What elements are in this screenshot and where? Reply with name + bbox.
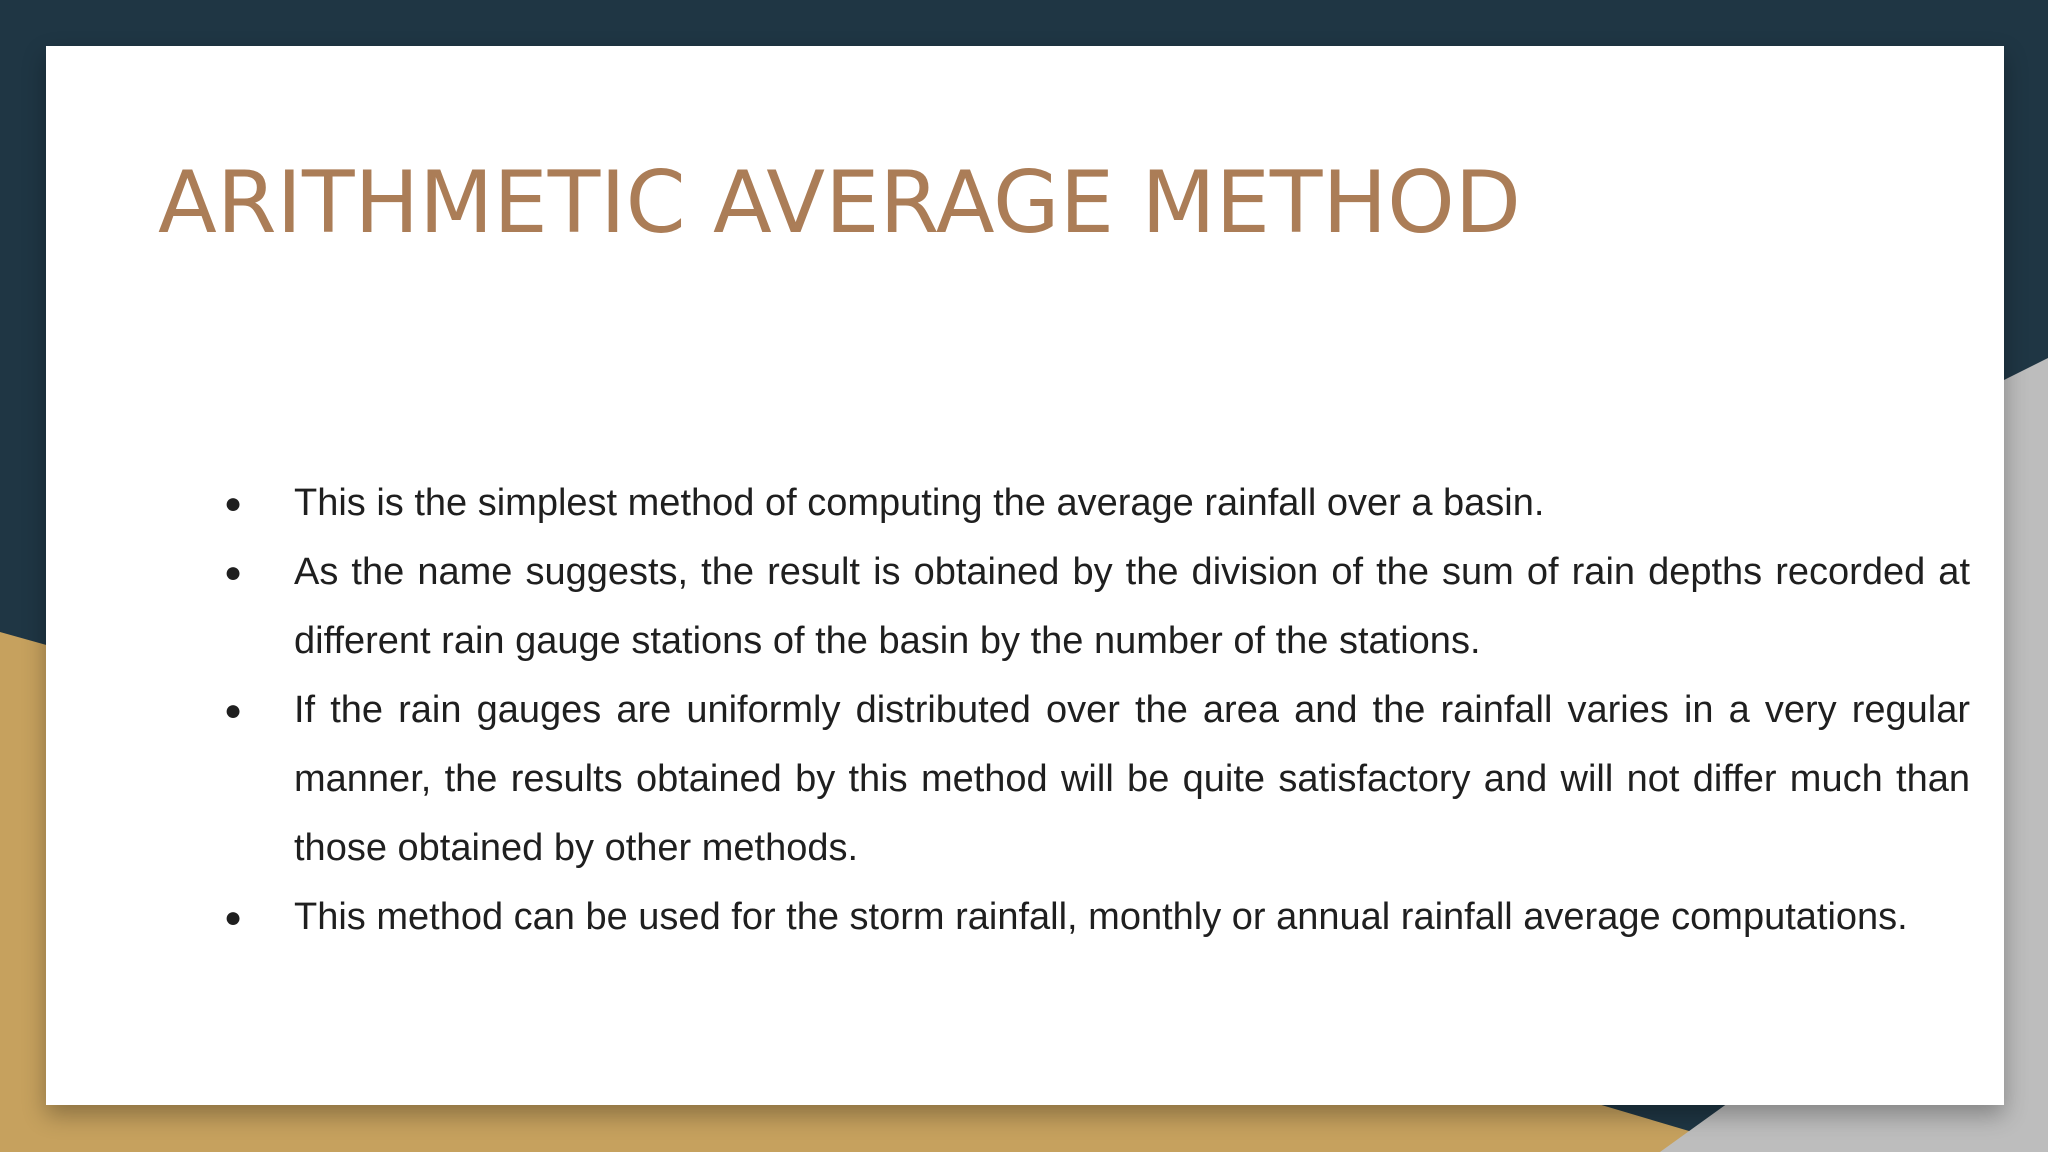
bullet-icon: ● [224, 901, 243, 934]
bullet-item [220, 469, 1970, 538]
bullet-item [220, 676, 1970, 883]
bullet-text: As the name suggests, the result is obtained by the division of the sum of rain depths recorded at different rain gauge stations of the basin by the number of the stations. [294, 551, 1970, 662]
bullet-icon: ● [224, 556, 243, 589]
bullet-icon: ● [224, 487, 243, 520]
bullet-item [220, 538, 1970, 676]
bullet-text: If the rain gauges are uniformly distributed over the area and the rainfall varies in a very regular manner, the results obtained by this method will be quite satisfactory and will not differ much than those obtained by other methods. [294, 689, 1970, 869]
bullet-item [220, 883, 1970, 952]
bullet-text: This is the simplest method of computing the average rainfall over a basin. [294, 482, 1545, 524]
bullet-list [220, 469, 1970, 952]
bullet-text: This method can be used for the storm rainfall, monthly or annual rainfall average computations. [294, 896, 1908, 938]
bullet-icon: ● [224, 694, 243, 727]
slide-title: ARITHMETIC AVERAGE METHOD [158, 153, 1522, 253]
